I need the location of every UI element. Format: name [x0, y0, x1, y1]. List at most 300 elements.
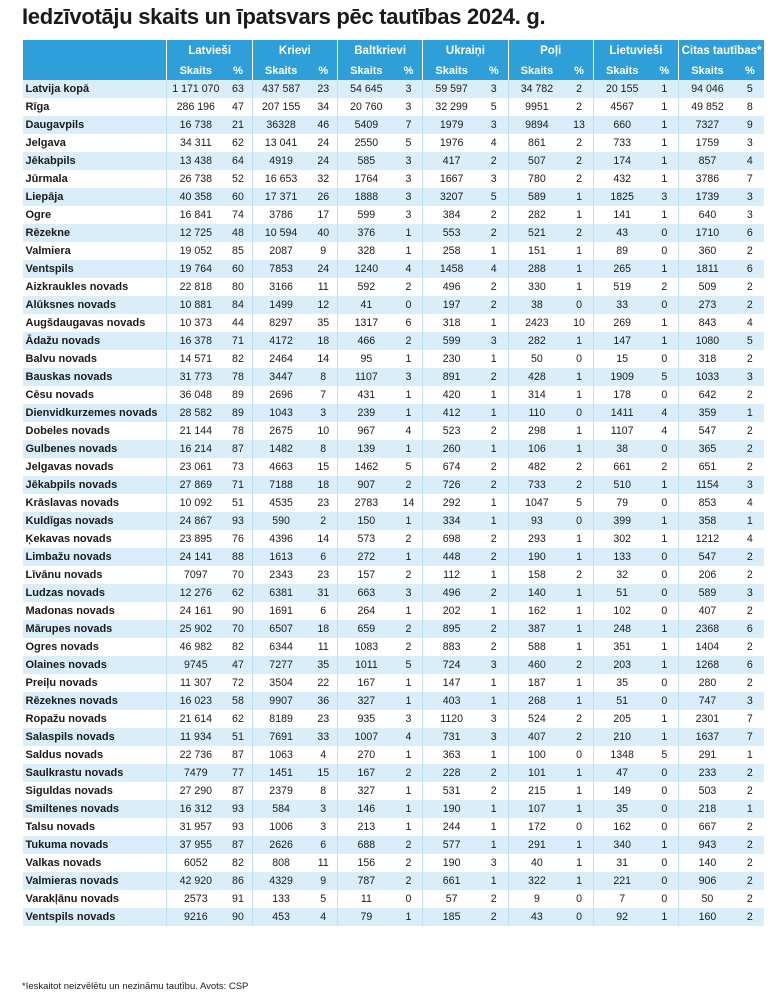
- percent-cell: 0: [565, 818, 593, 836]
- count-cell: 270: [338, 746, 395, 764]
- count-cell: 291: [679, 746, 736, 764]
- count-cell: 6381: [252, 584, 309, 602]
- percent-cell: 4: [651, 422, 679, 440]
- subheader-row: [23, 62, 765, 80]
- count-cell: 273: [679, 296, 736, 314]
- percent-cell: 2: [565, 656, 593, 674]
- count-cell: 31: [593, 854, 650, 872]
- percent-cell: 5: [480, 98, 508, 116]
- percent-cell: 11: [309, 638, 337, 656]
- percent-cell: 2: [480, 638, 508, 656]
- count-cell: 573: [338, 530, 395, 548]
- count-cell: 2379: [252, 782, 309, 800]
- count-cell: 1212: [679, 530, 736, 548]
- count-cell: 1043: [252, 404, 309, 422]
- percent-cell: 0: [395, 890, 423, 908]
- percent-cell: 6: [309, 602, 337, 620]
- count-cell: 162: [508, 602, 565, 620]
- count-cell: 40: [508, 854, 565, 872]
- count-cell: 907: [338, 476, 395, 494]
- percent-cell: 2: [480, 278, 508, 296]
- percent-cell: 85: [224, 242, 252, 260]
- count-cell: 351: [593, 638, 650, 656]
- percent-cell: 4: [736, 152, 764, 170]
- percent-cell: 0: [651, 872, 679, 890]
- count-cell: 2675: [252, 422, 309, 440]
- table-row: [23, 188, 765, 206]
- group-header: Krievi: [252, 40, 337, 62]
- percent-cell: 51: [224, 494, 252, 512]
- count-cell: 1107: [338, 368, 395, 386]
- count-cell: 26 738: [167, 170, 224, 188]
- table-row: [23, 278, 765, 296]
- percent-cell: 1: [480, 818, 508, 836]
- count-cell: 248: [593, 620, 650, 638]
- table-row: [23, 620, 765, 638]
- table-row: [23, 818, 765, 836]
- count-cell: 895: [423, 620, 480, 638]
- percent-cell: 1: [565, 638, 593, 656]
- table-row: [23, 710, 765, 728]
- count-cell: 1080: [679, 332, 736, 350]
- percent-cell: 2: [736, 548, 764, 566]
- count-cell: 17 371: [252, 188, 309, 206]
- count-cell: 640: [679, 206, 736, 224]
- percent-cell: 2: [480, 422, 508, 440]
- percent-cell: 36: [309, 692, 337, 710]
- table-row: [23, 422, 765, 440]
- count-cell: 3447: [252, 368, 309, 386]
- count-cell: 328: [338, 242, 395, 260]
- count-cell: 16 214: [167, 440, 224, 458]
- percent-cell: 5: [736, 332, 764, 350]
- count-cell: 51: [593, 692, 650, 710]
- percent-cell: 4: [480, 134, 508, 152]
- percent-cell: 1: [480, 800, 508, 818]
- count-cell: 147: [423, 674, 480, 692]
- percent-cell: 2: [480, 296, 508, 314]
- percent-cell: 24: [309, 152, 337, 170]
- region-name: Ventspils novads: [23, 908, 167, 926]
- count-cell: 724: [423, 656, 480, 674]
- count-cell: 16 653: [252, 170, 309, 188]
- count-cell: 861: [508, 134, 565, 152]
- percent-cell: 0: [651, 494, 679, 512]
- percent-cell: 91: [224, 890, 252, 908]
- percent-cell: 14: [309, 530, 337, 548]
- percent-cell: 87: [224, 746, 252, 764]
- count-cell: 31 957: [167, 818, 224, 836]
- percent-cell: 35: [309, 656, 337, 674]
- count-cell: 2301: [679, 710, 736, 728]
- percent-cell: 1: [565, 620, 593, 638]
- count-cell: 292: [423, 494, 480, 512]
- percent-cell: 2: [736, 350, 764, 368]
- count-cell: 157: [338, 566, 395, 584]
- percent-cell: 3: [480, 116, 508, 134]
- percent-cell: 47: [224, 656, 252, 674]
- percent-cell: 1: [480, 566, 508, 584]
- count-cell: 21 614: [167, 710, 224, 728]
- table-row: [23, 872, 765, 890]
- percent-cell: 2: [395, 638, 423, 656]
- count-cell: 146: [338, 800, 395, 818]
- percent-cell: 1: [651, 332, 679, 350]
- count-cell: 376: [338, 224, 395, 242]
- count-cell: 106: [508, 440, 565, 458]
- percent-cell: 2: [736, 422, 764, 440]
- percent-cell: 3: [480, 728, 508, 746]
- count-cell: 9894: [508, 116, 565, 134]
- percent-cell: 2: [395, 278, 423, 296]
- count-cell: 59 597: [423, 80, 480, 98]
- count-cell: 588: [508, 638, 565, 656]
- count-cell: 79: [593, 494, 650, 512]
- count-subheader: Skaits: [167, 62, 224, 80]
- count-cell: 38: [593, 440, 650, 458]
- count-cell: 12 725: [167, 224, 224, 242]
- count-cell: 524: [508, 710, 565, 728]
- table-row: [23, 386, 765, 404]
- percent-cell: 1: [480, 314, 508, 332]
- count-cell: 1759: [679, 134, 736, 152]
- table-row: [23, 458, 765, 476]
- count-cell: 6507: [252, 620, 309, 638]
- percent-cell: 5: [395, 656, 423, 674]
- percent-cell: 0: [651, 548, 679, 566]
- count-cell: 857: [679, 152, 736, 170]
- count-cell: 967: [338, 422, 395, 440]
- count-cell: 94 046: [679, 80, 736, 98]
- count-cell: 448: [423, 548, 480, 566]
- region-name: Latvija kopā: [23, 80, 167, 98]
- count-cell: 599: [338, 206, 395, 224]
- count-cell: 11 934: [167, 728, 224, 746]
- percent-cell: 1: [480, 350, 508, 368]
- count-cell: 228: [423, 764, 480, 782]
- count-cell: 2423: [508, 314, 565, 332]
- region-name: Preiļu novads: [23, 674, 167, 692]
- percent-cell: 1: [565, 764, 593, 782]
- percent-cell: 1: [736, 404, 764, 422]
- percent-cell: 3: [309, 800, 337, 818]
- group-header: Lietuvieši: [593, 40, 678, 62]
- table-row: [23, 890, 765, 908]
- percent-cell: 3: [480, 170, 508, 188]
- table-row: [23, 746, 765, 764]
- percent-cell: 13: [565, 116, 593, 134]
- count-cell: 6344: [252, 638, 309, 656]
- percent-cell: 2: [651, 278, 679, 296]
- percent-cell: 2: [480, 620, 508, 638]
- percent-cell: 9: [309, 242, 337, 260]
- percent-cell: 2: [565, 80, 593, 98]
- percent-cell: 3: [480, 854, 508, 872]
- count-cell: 808: [252, 854, 309, 872]
- percent-cell: 1: [565, 800, 593, 818]
- percent-cell: 88: [224, 548, 252, 566]
- percent-cell: 4: [309, 908, 337, 926]
- percent-cell: 60: [224, 188, 252, 206]
- percent-cell: 4: [480, 260, 508, 278]
- percent-cell: 2: [736, 386, 764, 404]
- percent-cell: 82: [224, 854, 252, 872]
- count-cell: 16 312: [167, 800, 224, 818]
- percent-cell: 2: [480, 890, 508, 908]
- percent-cell: 2: [736, 278, 764, 296]
- percent-cell: 23: [309, 80, 337, 98]
- count-cell: 935: [338, 710, 395, 728]
- percent-cell: 0: [651, 854, 679, 872]
- count-cell: 698: [423, 530, 480, 548]
- percent-cell: 0: [565, 296, 593, 314]
- percent-cell: 17: [309, 206, 337, 224]
- percent-cell: 1: [651, 728, 679, 746]
- percent-cell: 3: [736, 368, 764, 386]
- count-cell: 35: [593, 674, 650, 692]
- percent-cell: 82: [224, 638, 252, 656]
- percent-cell: 2: [480, 368, 508, 386]
- percent-cell: 0: [651, 296, 679, 314]
- count-cell: 6052: [167, 854, 224, 872]
- count-cell: 16 023: [167, 692, 224, 710]
- count-cell: 264: [338, 602, 395, 620]
- count-cell: 19 764: [167, 260, 224, 278]
- percent-cell: 1: [565, 782, 593, 800]
- count-cell: 150: [338, 512, 395, 530]
- count-cell: 2087: [252, 242, 309, 260]
- percent-cell: 73: [224, 458, 252, 476]
- percent-cell: 4: [395, 260, 423, 278]
- count-cell: 244: [423, 818, 480, 836]
- percent-cell: 3: [395, 188, 423, 206]
- count-cell: 133: [252, 890, 309, 908]
- region-name: Cēsu novads: [23, 386, 167, 404]
- count-cell: 7188: [252, 476, 309, 494]
- count-cell: 642: [679, 386, 736, 404]
- percent-cell: 5: [395, 458, 423, 476]
- count-cell: 1033: [679, 368, 736, 386]
- count-cell: 110: [508, 404, 565, 422]
- count-cell: 233: [679, 764, 736, 782]
- count-cell: 547: [679, 422, 736, 440]
- count-cell: 2368: [679, 620, 736, 638]
- table-row: [23, 674, 765, 692]
- count-cell: 167: [338, 674, 395, 692]
- count-cell: 891: [423, 368, 480, 386]
- count-cell: 1710: [679, 224, 736, 242]
- group-header-row: [23, 40, 765, 62]
- count-cell: 1404: [679, 638, 736, 656]
- percent-cell: 1: [565, 422, 593, 440]
- percent-cell: 1: [651, 530, 679, 548]
- count-cell: 197: [423, 296, 480, 314]
- percent-cell: 1: [565, 548, 593, 566]
- percent-subheader: %: [309, 62, 337, 80]
- table-row: [23, 764, 765, 782]
- count-cell: 23 061: [167, 458, 224, 476]
- region-name: Saulkrastu novads: [23, 764, 167, 782]
- count-cell: 1107: [593, 422, 650, 440]
- percent-cell: 70: [224, 620, 252, 638]
- percent-cell: 1: [395, 908, 423, 926]
- percent-cell: 3: [309, 818, 337, 836]
- count-cell: 156: [338, 854, 395, 872]
- count-cell: 100: [508, 746, 565, 764]
- region-name: Salaspils novads: [23, 728, 167, 746]
- count-cell: 384: [423, 206, 480, 224]
- percent-cell: 3: [651, 188, 679, 206]
- count-cell: 7: [593, 890, 650, 908]
- count-cell: 79: [338, 908, 395, 926]
- percent-cell: 1: [651, 134, 679, 152]
- region-name: Ropažu novads: [23, 710, 167, 728]
- nationality-table: [22, 40, 764, 926]
- count-cell: 322: [508, 872, 565, 890]
- percent-cell: 3: [736, 476, 764, 494]
- count-subheader: Skaits: [338, 62, 395, 80]
- percent-cell: 2: [480, 764, 508, 782]
- percent-cell: 24: [309, 260, 337, 278]
- count-cell: 843: [679, 314, 736, 332]
- percent-cell: 0: [565, 404, 593, 422]
- header-corner: [23, 40, 167, 62]
- count-cell: 239: [338, 404, 395, 422]
- count-cell: 40 358: [167, 188, 224, 206]
- percent-cell: 2: [395, 530, 423, 548]
- count-cell: 215: [508, 782, 565, 800]
- percent-cell: 6: [736, 656, 764, 674]
- region-name: Talsu novads: [23, 818, 167, 836]
- percent-cell: 2: [395, 566, 423, 584]
- percent-cell: 2: [736, 764, 764, 782]
- count-cell: 1063: [252, 746, 309, 764]
- percent-cell: 2: [736, 296, 764, 314]
- percent-cell: 1: [480, 872, 508, 890]
- percent-subheader: %: [224, 62, 252, 80]
- count-cell: 531: [423, 782, 480, 800]
- table-row: [23, 530, 765, 548]
- percent-cell: 23: [309, 566, 337, 584]
- percent-cell: 2: [480, 548, 508, 566]
- count-cell: 1739: [679, 188, 736, 206]
- percent-cell: 71: [224, 476, 252, 494]
- count-cell: 4396: [252, 530, 309, 548]
- percent-cell: 74: [224, 206, 252, 224]
- region-name: Jūrmala: [23, 170, 167, 188]
- count-cell: 553: [423, 224, 480, 242]
- percent-cell: 48: [224, 224, 252, 242]
- region-name: Līvānu novads: [23, 566, 167, 584]
- count-cell: 9907: [252, 692, 309, 710]
- percent-cell: 1: [565, 368, 593, 386]
- count-subheader: Skaits: [423, 62, 480, 80]
- percent-cell: 2: [736, 242, 764, 260]
- count-cell: 577: [423, 836, 480, 854]
- percent-cell: 1: [565, 332, 593, 350]
- percent-cell: 1: [565, 242, 593, 260]
- table-row: [23, 224, 765, 242]
- region-name: Saldus novads: [23, 746, 167, 764]
- count-cell: 1976: [423, 134, 480, 152]
- count-cell: 57: [423, 890, 480, 908]
- percent-cell: 7: [736, 728, 764, 746]
- count-cell: 1667: [423, 170, 480, 188]
- count-cell: 906: [679, 872, 736, 890]
- count-cell: 151: [508, 242, 565, 260]
- count-cell: 547: [679, 548, 736, 566]
- count-cell: 399: [593, 512, 650, 530]
- percent-cell: 2: [736, 818, 764, 836]
- percent-cell: 87: [224, 836, 252, 854]
- count-cell: 23 895: [167, 530, 224, 548]
- region-name: Liepāja: [23, 188, 167, 206]
- count-cell: 4919: [252, 152, 309, 170]
- count-cell: 519: [593, 278, 650, 296]
- percent-cell: 0: [565, 512, 593, 530]
- count-cell: 2696: [252, 386, 309, 404]
- count-cell: 162: [593, 818, 650, 836]
- region-name: Kuldīgas novads: [23, 512, 167, 530]
- count-cell: 190: [423, 854, 480, 872]
- percent-cell: 23: [309, 494, 337, 512]
- count-cell: 213: [338, 818, 395, 836]
- count-cell: 667: [679, 818, 736, 836]
- percent-cell: 1: [651, 908, 679, 926]
- percent-cell: 1: [395, 818, 423, 836]
- percent-cell: 87: [224, 440, 252, 458]
- count-cell: 11 307: [167, 674, 224, 692]
- count-cell: 4567: [593, 98, 650, 116]
- count-cell: 1268: [679, 656, 736, 674]
- region-name: Ventspils: [23, 260, 167, 278]
- percent-cell: 7: [736, 710, 764, 728]
- count-cell: 10 594: [252, 224, 309, 242]
- page-title: Iedzīvotāju skaits un īpatsvars pēc tautības 2024. g.: [22, 4, 546, 29]
- count-cell: 3786: [679, 170, 736, 188]
- count-cell: 428: [508, 368, 565, 386]
- count-cell: 7853: [252, 260, 309, 278]
- count-cell: 1083: [338, 638, 395, 656]
- percent-cell: 2: [480, 458, 508, 476]
- count-cell: 1 171 070: [167, 80, 224, 98]
- percent-cell: 5: [309, 890, 337, 908]
- percent-cell: 2: [480, 584, 508, 602]
- percent-cell: 2: [480, 908, 508, 926]
- percent-cell: 3: [736, 188, 764, 206]
- percent-cell: 0: [651, 350, 679, 368]
- percent-cell: 18: [309, 620, 337, 638]
- count-cell: 187: [508, 674, 565, 692]
- percent-cell: 24: [309, 134, 337, 152]
- percent-cell: 2: [565, 224, 593, 242]
- region-name: Jelgavas novads: [23, 458, 167, 476]
- percent-cell: 10: [309, 422, 337, 440]
- percent-cell: 1: [565, 278, 593, 296]
- percent-cell: 1: [651, 98, 679, 116]
- count-cell: 207 155: [252, 98, 309, 116]
- count-cell: 210: [593, 728, 650, 746]
- table-row: [23, 476, 765, 494]
- percent-cell: 3: [309, 404, 337, 422]
- count-cell: 592: [338, 278, 395, 296]
- count-cell: 16 841: [167, 206, 224, 224]
- percent-cell: 1: [480, 494, 508, 512]
- region-name: Jelgava: [23, 134, 167, 152]
- count-cell: 1411: [593, 404, 650, 422]
- count-cell: 1348: [593, 746, 650, 764]
- percent-cell: 62: [224, 134, 252, 152]
